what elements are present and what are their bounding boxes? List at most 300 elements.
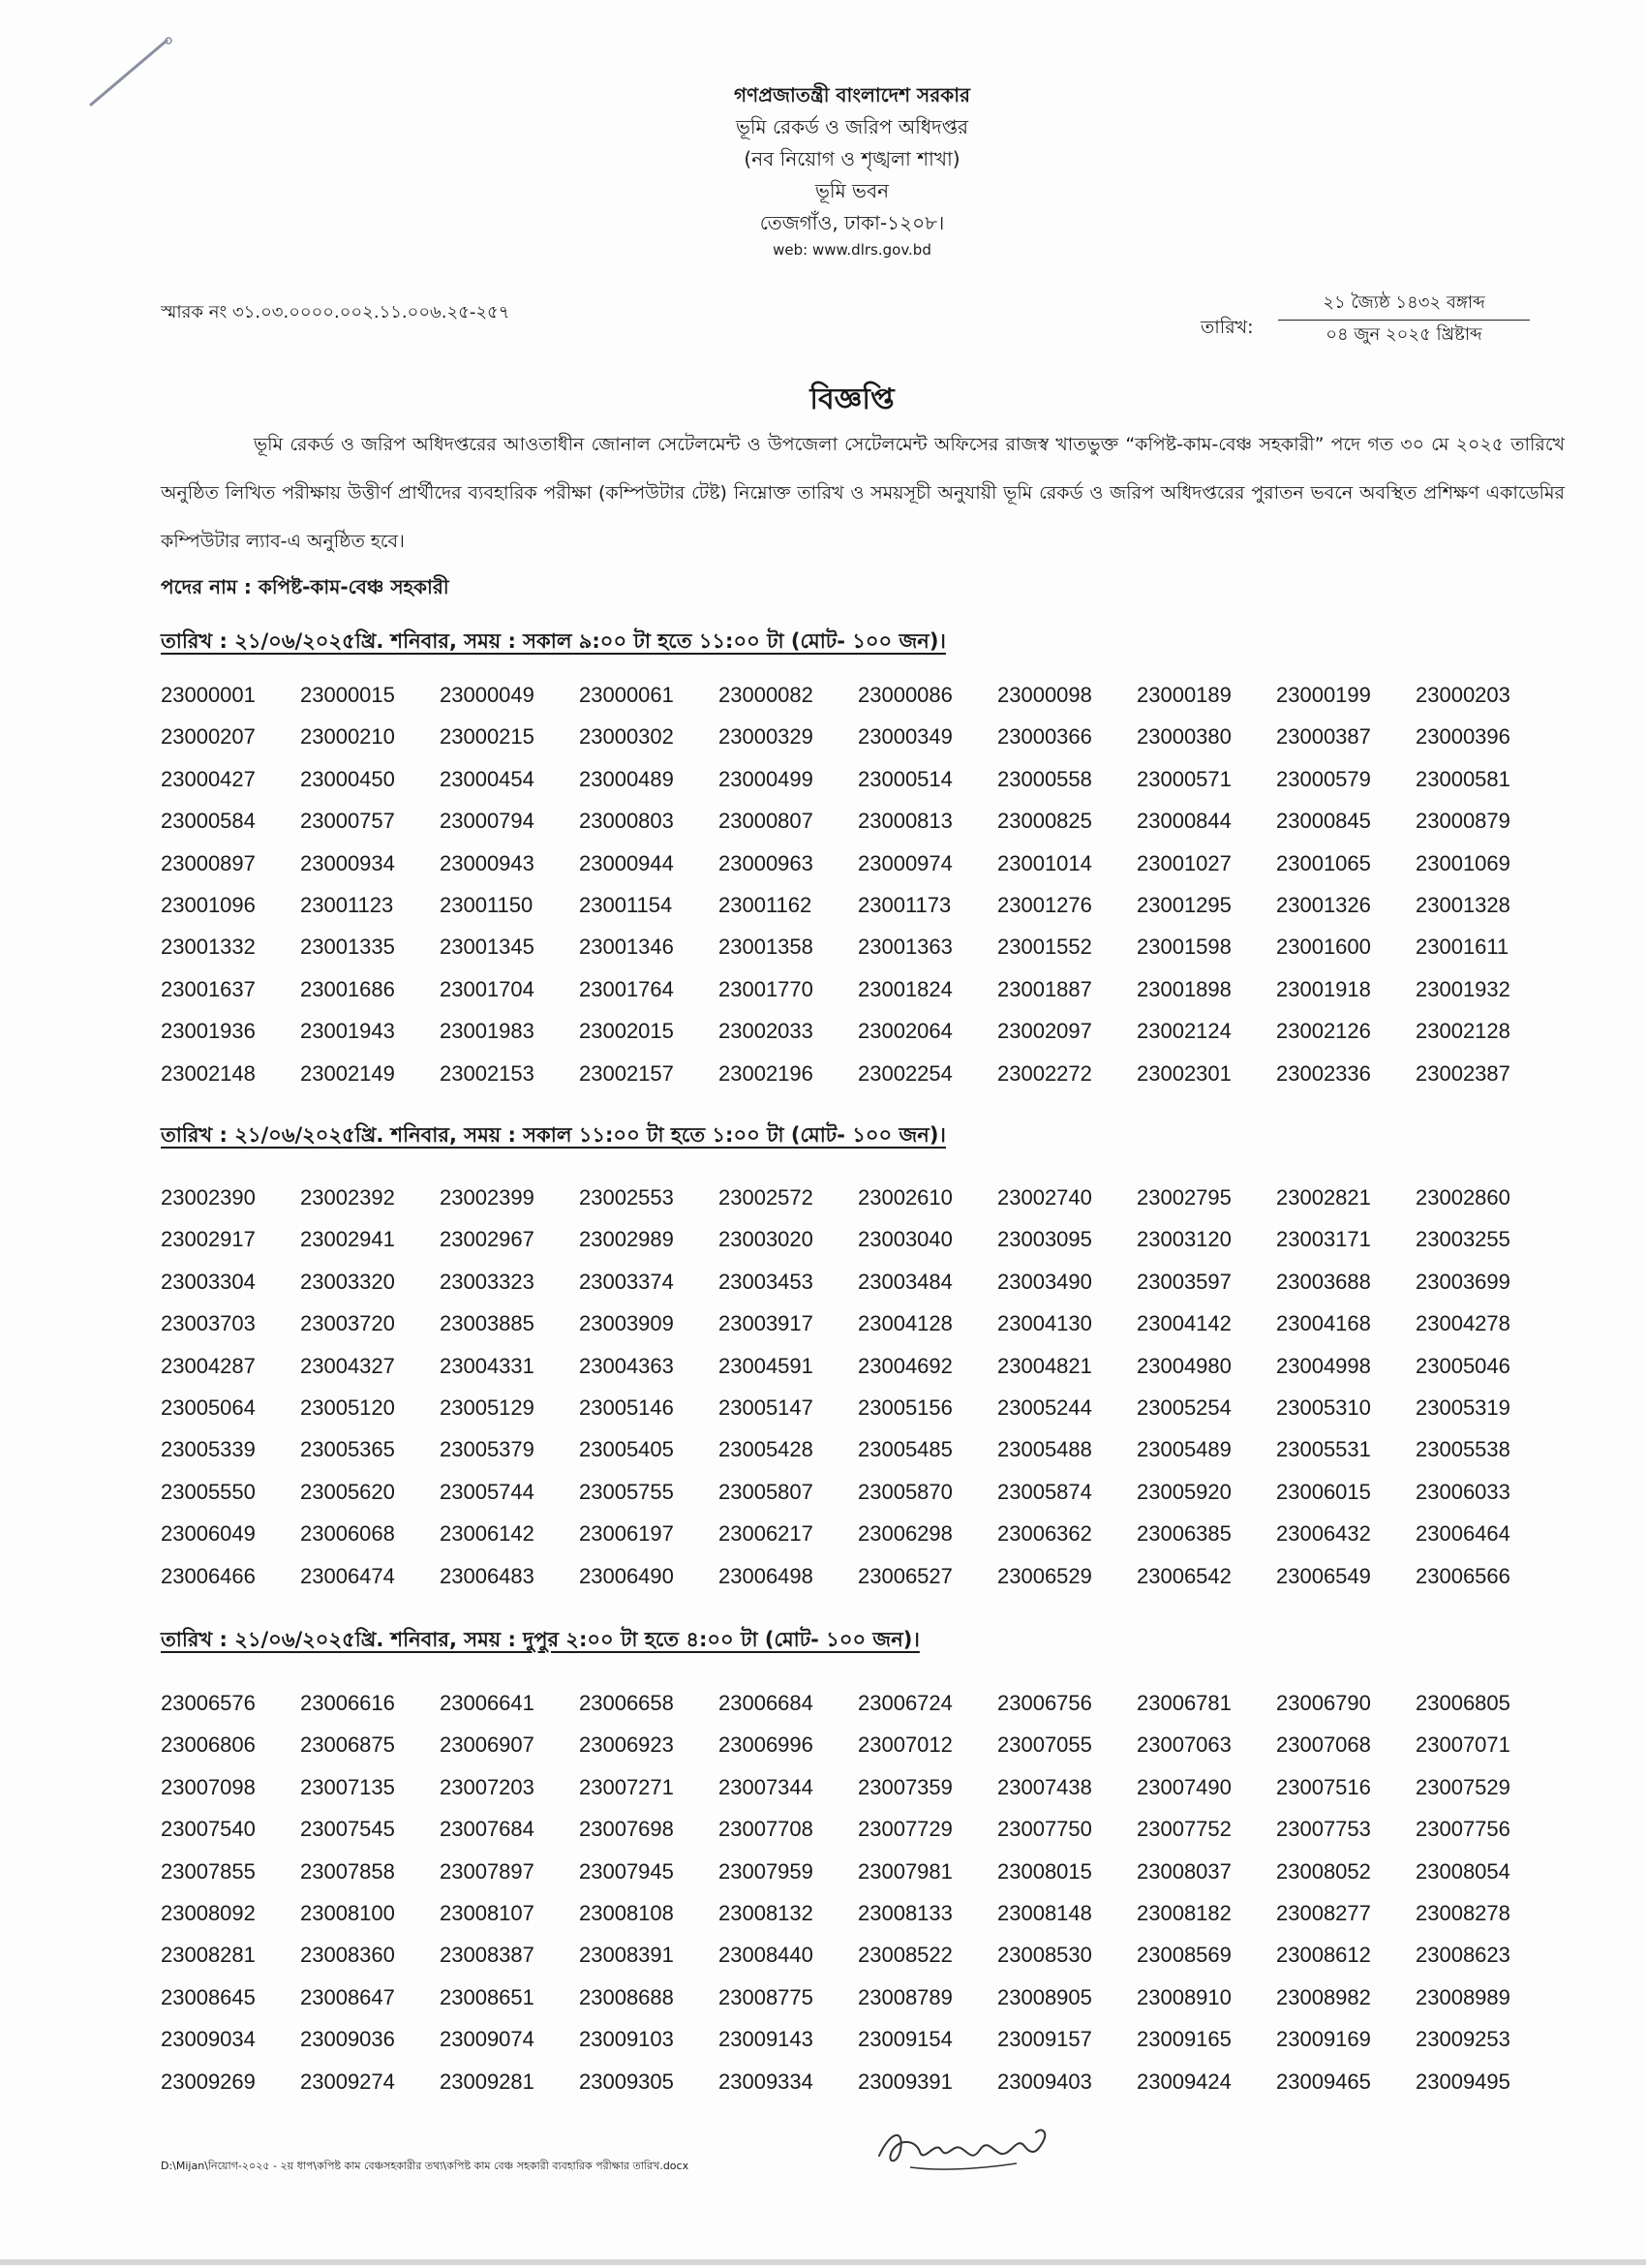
roll-number: 23005156 — [858, 1395, 953, 1420]
building-name: ভূমি ভবন — [814, 179, 890, 202]
roll-number: 23009157 — [997, 2027, 1092, 2052]
roll-number: 23006068 — [300, 1521, 395, 1547]
roll-number: 23000571 — [1137, 766, 1232, 791]
roll-number: 23008148 — [997, 1900, 1092, 1925]
roll-number: 23004128 — [858, 1311, 953, 1336]
roll-number: 23009036 — [300, 2027, 395, 2052]
notice-body: ভূমি রেকর্ড ও জরিপ অধিদপ্তরের আওতাধীন জোনাল সেটেলমেন্ট ও উপজেলা সেটেলমেন্ট অফিসের রাজস্ব খাতভুক্ত “কপিষ্ট-কাম-বেঞ্চ সহকারী” পদে গত ৩০ মে ২০২৫ তারিখে অনুষ্ঠিত লিখিত পরীক্ষায় উত্তীর্ণ প্রার্থীদের ব্যবহারিক পরীক্ষা (কম্পিউটার টেষ্ট) নিম্নোক্ত তারিখ ও সময়সূচী অনুযায়ী ভূমি রেকর্ড ও জরিপ অধিদপ্তরের পুরাতন ভবনে অবস্থিত প্রশিক্ষণ একাডেমির কম্পিউটার ল্যাব-এ অনুষ্ঠিত হবে। — [161, 434, 1565, 552]
roll-number: 23005129 — [440, 1395, 534, 1420]
roll-number: 23000825 — [997, 809, 1092, 834]
roll-number: 23000943 — [440, 850, 534, 875]
roll-number: 23007490 — [1137, 1774, 1232, 1799]
roll-number: 23001027 — [1137, 850, 1232, 875]
roll-number: 23001824 — [858, 976, 953, 1001]
roll-number: 23005147 — [718, 1395, 813, 1420]
roll-number: 23000349 — [858, 724, 953, 750]
roll-number: 23007135 — [300, 1774, 395, 1799]
roll-number: 23008015 — [997, 1858, 1092, 1884]
roll-number: 23001150 — [440, 892, 533, 917]
roll-number: 23009074 — [440, 2027, 534, 2052]
roll-number: 23002989 — [579, 1227, 674, 1252]
roll-number: 23008982 — [1276, 1984, 1371, 2009]
roll-number: 23002860 — [1416, 1185, 1510, 1210]
roll-number: 23007516 — [1276, 1774, 1371, 1799]
roll-number: 23006616 — [300, 1691, 395, 1715]
department-name: ভূমি রেকর্ড ও জরিপ অধিদপ্তর — [735, 115, 969, 138]
roll-number: 23008440 — [718, 1943, 813, 1968]
roll-number: 23001936 — [161, 1019, 256, 1044]
roll-number: 23009305 — [579, 2069, 674, 2094]
roll-number: 23007203 — [440, 1774, 534, 1799]
roll-number: 23002124 — [1137, 1019, 1232, 1044]
roll-number: 23000584 — [161, 809, 256, 834]
roll-number: 23005428 — [718, 1437, 813, 1462]
roll-number: 23002740 — [997, 1185, 1092, 1210]
roll-number: 23006529 — [997, 1563, 1092, 1588]
roll-number: 23008775 — [718, 1984, 813, 2009]
roll-number: 23000974 — [858, 850, 953, 875]
roll-number: 23002967 — [440, 1227, 534, 1252]
roll-number: 23006542 — [1137, 1563, 1232, 1588]
roll-number: 23009274 — [300, 2069, 395, 2094]
roll-number: 23008182 — [1137, 1900, 1232, 1925]
roll-number: 23002157 — [579, 1060, 674, 1086]
roll-number: 23003120 — [1137, 1227, 1232, 1252]
roll-number: 23003304 — [161, 1269, 256, 1294]
roll-number: 23003484 — [858, 1269, 953, 1294]
roll-number: 23000199 — [1276, 683, 1371, 707]
roll-number: 23000049 — [440, 683, 534, 707]
roll-number: 23007981 — [858, 1858, 953, 1884]
roll-number: 23005538 — [1416, 1437, 1510, 1462]
roll-number: 23007756 — [1416, 1817, 1510, 1842]
roll-number: 23008133 — [858, 1900, 953, 1925]
roll-number: 23002917 — [161, 1227, 256, 1252]
roll-number: 23008910 — [1137, 1984, 1232, 2009]
roll-number: 23001295 — [1137, 892, 1232, 917]
roll-number: 23002821 — [1276, 1185, 1371, 1210]
roll-number: 23001770 — [718, 976, 813, 1001]
roll-number: 23008100 — [300, 1900, 395, 1925]
roll-number: 23004363 — [579, 1353, 674, 1378]
roll-number: 23004278 — [1416, 1311, 1510, 1336]
roll-number: 23007698 — [579, 1817, 674, 1842]
roll-number: 23000579 — [1276, 766, 1371, 791]
roll-number: 23008132 — [718, 1900, 813, 1925]
roll-number: 23000813 — [858, 809, 953, 834]
roll-number: 23005379 — [440, 1437, 534, 1462]
date-values — [1278, 291, 1530, 350]
roll-number: 23006498 — [718, 1563, 813, 1588]
roll-number: 23005254 — [1137, 1395, 1232, 1420]
roll-number: 23002553 — [579, 1185, 674, 1210]
roll-number: 23009154 — [858, 2027, 953, 2052]
roll-number: 23008530 — [997, 1943, 1092, 1968]
section-heading-1: তারিখ : ২১/০৬/২০২৫খ্রি. শনিবার, সময় : সকাল ৯:০০ টা হতে ১১:০০ টা (মোট- ১০০ জন)। — [161, 629, 946, 653]
roll-number: 23002254 — [858, 1060, 953, 1086]
roll-number: 23000387 — [1276, 724, 1371, 750]
roll-number: 23002941 — [300, 1227, 395, 1252]
roll-number: 23000845 — [1276, 809, 1371, 834]
roll-number: 23002196 — [718, 1060, 813, 1086]
roll-number: 23009465 — [1276, 2069, 1371, 2094]
roll-number: 23005485 — [858, 1437, 953, 1462]
roll-number: 23007729 — [858, 1817, 953, 1842]
roll-number: 23005550 — [161, 1479, 256, 1504]
roll-number: 23001898 — [1137, 976, 1232, 1001]
roll-number: 23009403 — [997, 2069, 1092, 2094]
roll-number: 23008092 — [161, 1900, 256, 1925]
roll-number: 23005064 — [161, 1395, 256, 1420]
roll-number: 23007897 — [440, 1858, 534, 1884]
roll-number: 23006015 — [1276, 1479, 1371, 1504]
roll-number: 23006576 — [161, 1691, 256, 1715]
roll-number: 23002097 — [997, 1019, 1092, 1044]
roll-number: 23001598 — [1137, 935, 1232, 960]
roll-number: 23003885 — [440, 1311, 534, 1336]
roll-number: 23009143 — [718, 2027, 813, 2052]
roll-number: 23008054 — [1416, 1858, 1510, 1884]
roll-number: 23009103 — [579, 2027, 674, 2052]
address: তেজগাঁও, ঢাকা-১২০৮। — [759, 211, 945, 234]
roll-number: 23000189 — [1137, 683, 1232, 707]
roll-number: 23000098 — [997, 683, 1092, 707]
roll-number: 23005870 — [858, 1479, 953, 1504]
roll-number: 23000897 — [161, 850, 256, 875]
roll-number: 23000963 — [718, 850, 813, 875]
roll-number: 23009391 — [858, 2069, 953, 2094]
roll-number: 23007945 — [579, 1858, 674, 1884]
roll-number: 23003453 — [718, 1269, 813, 1294]
roll-number: 23006362 — [997, 1521, 1092, 1547]
roll-number: 23005489 — [1137, 1437, 1232, 1462]
roll-number: 23005244 — [997, 1395, 1092, 1420]
roll-number: 23004980 — [1137, 1353, 1232, 1378]
roll-number: 23006385 — [1137, 1521, 1232, 1547]
roll-number: 23003699 — [1416, 1269, 1510, 1294]
roll-number: 23003909 — [579, 1311, 674, 1336]
roll-number: 23001983 — [440, 1019, 534, 1044]
roll-number: 23006217 — [718, 1521, 813, 1547]
roll-number: 23003320 — [300, 1269, 395, 1294]
roll-number: 23001123 — [300, 892, 394, 917]
roll-number: 23000086 — [858, 683, 953, 707]
roll-number: 23000215 — [440, 724, 534, 750]
roll-number: 23007708 — [718, 1817, 813, 1842]
roll-number: 23005310 — [1276, 1395, 1371, 1420]
roll-number: 23007359 — [858, 1774, 953, 1799]
roll-number: 23005874 — [997, 1479, 1092, 1504]
roll-number: 23006298 — [858, 1521, 953, 1547]
roll-number: 23008569 — [1137, 1943, 1232, 1968]
roll-number: 23003374 — [579, 1269, 674, 1294]
roll-number: 23008391 — [579, 1943, 674, 1968]
roll-number: 23006483 — [440, 1563, 534, 1588]
roll-number: 23006805 — [1416, 1691, 1510, 1715]
roll-number: 23008052 — [1276, 1858, 1371, 1884]
roll-number: 23001328 — [1416, 892, 1510, 917]
roll-number: 23000489 — [579, 766, 674, 791]
roll-number: 23008387 — [440, 1943, 534, 1968]
roll-number: 23008037 — [1137, 1858, 1232, 1884]
roll-number: 23007055 — [997, 1732, 1092, 1758]
date-label: তারিখ: — [1201, 317, 1254, 338]
roll-number: 23001346 — [579, 935, 674, 960]
roll-number: 23007271 — [579, 1774, 674, 1799]
roll-number: 23003171 — [1276, 1227, 1371, 1252]
roll-number: 23000203 — [1416, 683, 1510, 707]
roll-number: 23007858 — [300, 1858, 395, 1884]
roll-number: 23003323 — [440, 1269, 534, 1294]
roll-grid-3 — [161, 1682, 1555, 2102]
roll-number: 23006641 — [440, 1691, 534, 1715]
roll-number: 23006658 — [579, 1691, 674, 1715]
roll-number: 23007438 — [997, 1774, 1092, 1799]
roll-number: 23009034 — [161, 2027, 256, 2052]
roll-number: 23002392 — [300, 1185, 395, 1210]
roll-number: 23000581 — [1416, 766, 1510, 791]
roll-number: 23009424 — [1137, 2069, 1232, 2094]
roll-number: 23008789 — [858, 1984, 953, 2009]
roll-number: 23007098 — [161, 1774, 256, 1799]
roll-number: 23008612 — [1276, 1943, 1371, 1968]
roll-number: 23000450 — [300, 766, 395, 791]
roll-number: 23001069 — [1416, 850, 1510, 875]
roll-number: 23006432 — [1276, 1521, 1371, 1547]
roll-number: 23005807 — [718, 1479, 813, 1504]
roll-number: 23000558 — [997, 766, 1092, 791]
date-english: ০৪ জুন ২০২৫ খ্রিষ্টাব্দ — [1326, 324, 1482, 345]
roll-number: 23000807 — [718, 809, 813, 834]
roll-number: 23005755 — [579, 1479, 674, 1504]
roll-number: 23009269 — [161, 2069, 256, 2094]
memo-number: স্মারক নং ৩১.০৩.০০০০.০০২.১১.০০৬.২৫-২৫৭ — [161, 302, 510, 322]
roll-number: 23000015 — [300, 683, 395, 707]
roll-number: 23000302 — [579, 724, 674, 750]
roll-number: 23004331 — [440, 1353, 534, 1378]
roll-number: 23006033 — [1416, 1479, 1510, 1504]
roll-number: 23005531 — [1276, 1437, 1371, 1462]
roll-number: 23000879 — [1416, 809, 1510, 834]
roll-number: 23003917 — [718, 1311, 813, 1336]
roll-number: 23002033 — [718, 1019, 813, 1044]
roll-number: 23001332 — [161, 935, 256, 960]
roll-number: 23001600 — [1276, 935, 1371, 960]
roll-number: 23006923 — [579, 1732, 674, 1758]
roll-number: 23007752 — [1137, 1817, 1232, 1842]
file-path-footer: D:\Mijan\নিয়োগ-২০২৫ - ২য় ধাপ\কপিষ্ট কাম বেঞ্চসহকারীর তথ্য\কপিষ্ট কাম বেঞ্চ সহকারী ব্যবহারিক পরীক্ষার তারিখ.docx — [161, 2160, 689, 2172]
roll-number: 23002272 — [997, 1060, 1092, 1086]
roll-number: 23001611 — [1416, 935, 1509, 960]
roll-number: 23000329 — [718, 724, 813, 750]
roll-number: 23003597 — [1137, 1269, 1232, 1294]
roll-number: 23000844 — [1137, 809, 1232, 834]
roll-number: 23007750 — [997, 1817, 1092, 1842]
roll-number: 23004327 — [300, 1353, 395, 1378]
roll-number: 23001335 — [300, 935, 395, 960]
roll-number: 23005920 — [1137, 1479, 1232, 1504]
roll-number: 23009495 — [1416, 2069, 1510, 2094]
roll-number: 23007540 — [161, 1817, 256, 1842]
roll-number: 23001162 — [718, 892, 812, 917]
roll-number: 23008905 — [997, 1984, 1092, 2009]
roll-number: 23007071 — [1416, 1732, 1510, 1758]
roll-number: 23006527 — [858, 1563, 953, 1588]
roll-number: 23008645 — [161, 1984, 256, 2009]
roll-number: 23000207 — [161, 724, 256, 750]
roll-number: 23007545 — [300, 1817, 395, 1842]
post-name: পদের নাম : কপিষ্ট-কাম-বেঞ্চ সহকারী — [161, 575, 449, 598]
roll-number: 23002610 — [858, 1185, 953, 1210]
roll-number: 23001276 — [997, 892, 1092, 917]
roll-number: 23000001 — [161, 683, 256, 707]
roll-number: 23008688 — [579, 1984, 674, 2009]
roll-number: 23002148 — [161, 1060, 256, 1086]
bottom-rule — [0, 2259, 1646, 2265]
roll-number: 23007684 — [440, 1817, 534, 1842]
roll-number: 23006197 — [579, 1521, 674, 1547]
roll-number: 23008107 — [440, 1900, 534, 1925]
roll-number: 23003490 — [997, 1269, 1092, 1294]
roll-number: 23001637 — [161, 976, 256, 1001]
roll-number: 23006466 — [161, 1563, 256, 1588]
roll-number: 23006464 — [1416, 1521, 1510, 1547]
roll-number: 23001552 — [997, 935, 1092, 960]
roll-number: 23001918 — [1276, 976, 1371, 1001]
roll-number: 23006142 — [440, 1521, 534, 1547]
roll-number: 23000944 — [579, 850, 674, 875]
roll-number: 23009253 — [1416, 2027, 1510, 2052]
roll-number: 23000396 — [1416, 724, 1510, 750]
roll-number: 23008647 — [300, 1984, 395, 2009]
roll-number: 23006566 — [1416, 1563, 1510, 1588]
roll-number: 23004130 — [997, 1311, 1092, 1336]
roll-number: 23004168 — [1276, 1311, 1371, 1336]
roll-number: 23009169 — [1276, 2027, 1371, 2052]
date-bangla: ২১ জ্যৈষ্ঠ ১৪৩২ বঙ্গাব্দ — [1278, 291, 1530, 321]
roll-number: 23002064 — [858, 1019, 953, 1044]
roll-number: 23000366 — [997, 724, 1092, 750]
roll-number: 23005146 — [579, 1395, 674, 1420]
roll-number: 23009165 — [1137, 2027, 1232, 2052]
roll-number: 23002390 — [161, 1185, 256, 1210]
roll-number: 23006875 — [300, 1732, 395, 1758]
roll-number: 23002153 — [440, 1060, 534, 1086]
roll-number: 23000454 — [440, 766, 534, 791]
roll-number: 23008522 — [858, 1943, 953, 1968]
roll-number: 23008360 — [300, 1943, 395, 1968]
section-heading-2: তারিখ : ২১/০৬/২০২৫খ্রি. শনিবার, সময় : সকাল ১১:০০ টা হতে ১:০০ টা (মোট- ১০০ জন)। — [161, 1123, 946, 1147]
roll-number: 23005339 — [161, 1437, 256, 1462]
notice-title: বিজ্ঞপ্তি — [809, 383, 895, 416]
roll-number: 23006549 — [1276, 1563, 1371, 1588]
signature — [871, 2111, 1065, 2179]
roll-number: 23000427 — [161, 766, 256, 791]
roll-number: 23007063 — [1137, 1732, 1232, 1758]
roll-number: 23006724 — [858, 1691, 953, 1715]
roll-number: 23001173 — [858, 892, 952, 917]
letterhead — [0, 79, 1646, 261]
roll-number: 23001686 — [300, 976, 395, 1001]
govt-name: গণপ্রজাতন্ত্রী বাংলাদেশ সরকার — [734, 83, 970, 107]
roll-grid-1 — [161, 674, 1555, 1094]
roll-number: 23005046 — [1416, 1353, 1510, 1378]
roll-number: 23009334 — [718, 2069, 813, 2094]
roll-number: 23002795 — [1137, 1185, 1232, 1210]
roll-number: 23006490 — [579, 1563, 674, 1588]
roll-number: 23002572 — [718, 1185, 813, 1210]
roll-number: 23000499 — [718, 766, 813, 791]
roll-number: 23001704 — [440, 976, 534, 1001]
roll-number: 23006996 — [718, 1732, 813, 1758]
roll-number: 23002128 — [1416, 1019, 1510, 1044]
roll-number: 23008281 — [161, 1943, 256, 1968]
roll-number: 23007068 — [1276, 1732, 1371, 1758]
roll-number: 23006474 — [300, 1563, 395, 1588]
roll-number: 23000803 — [579, 809, 674, 834]
roll-number: 23003020 — [718, 1227, 813, 1252]
roll-number: 23007855 — [161, 1858, 256, 1884]
roll-number: 23002387 — [1416, 1060, 1510, 1086]
roll-number: 23008623 — [1416, 1943, 1510, 1968]
roll-number: 23002399 — [440, 1185, 534, 1210]
roll-number: 23003255 — [1416, 1227, 1510, 1252]
branch-name: (নব নিয়োগ ও শৃঙ্খলা শাখা) — [744, 147, 960, 170]
roll-number: 23006790 — [1276, 1691, 1371, 1715]
roll-number: 23001096 — [161, 892, 256, 917]
roll-number: 23006806 — [161, 1732, 256, 1758]
roll-number: 23002336 — [1276, 1060, 1371, 1086]
roll-number: 23000757 — [300, 809, 395, 834]
roll-number: 23001326 — [1276, 892, 1371, 917]
roll-number: 23001887 — [997, 976, 1092, 1001]
roll-number: 23002301 — [1137, 1060, 1232, 1086]
roll-number: 23006049 — [161, 1521, 256, 1547]
roll-number: 23001943 — [300, 1019, 395, 1044]
roll-number: 23007012 — [858, 1732, 953, 1758]
roll-number: 23003720 — [300, 1311, 395, 1336]
roll-number: 23000082 — [718, 683, 813, 707]
roll-number: 23002015 — [579, 1019, 674, 1044]
roll-number: 23003703 — [161, 1311, 256, 1336]
roll-number: 23008989 — [1416, 1984, 1510, 2009]
roll-number: 23008108 — [579, 1900, 674, 1925]
roll-number: 23001345 — [440, 935, 534, 960]
roll-number: 23005488 — [997, 1437, 1092, 1462]
roll-number: 23000210 — [300, 724, 395, 750]
roll-number: 23006684 — [718, 1691, 813, 1715]
roll-number: 23005319 — [1416, 1395, 1510, 1420]
roll-grid-2 — [161, 1177, 1555, 1597]
roll-number: 23006907 — [440, 1732, 534, 1758]
roll-number: 23006781 — [1137, 1691, 1232, 1715]
roll-number: 23004142 — [1137, 1311, 1232, 1336]
roll-number: 23001065 — [1276, 850, 1371, 875]
roll-number: 23002126 — [1276, 1019, 1371, 1044]
roll-number: 23005744 — [440, 1479, 534, 1504]
roll-number: 23001014 — [997, 850, 1092, 875]
roll-number: 23008278 — [1416, 1900, 1510, 1925]
roll-number: 23007344 — [718, 1774, 813, 1799]
roll-number: 23003040 — [858, 1227, 953, 1252]
roll-number: 23006756 — [997, 1691, 1092, 1715]
roll-number: 23005405 — [579, 1437, 674, 1462]
roll-number: 23003688 — [1276, 1269, 1371, 1294]
roll-number: 23009281 — [440, 2069, 534, 2094]
roll-number: 23002149 — [300, 1060, 395, 1086]
roll-number: 23004287 — [161, 1353, 256, 1378]
roll-number: 23000061 — [579, 683, 674, 707]
